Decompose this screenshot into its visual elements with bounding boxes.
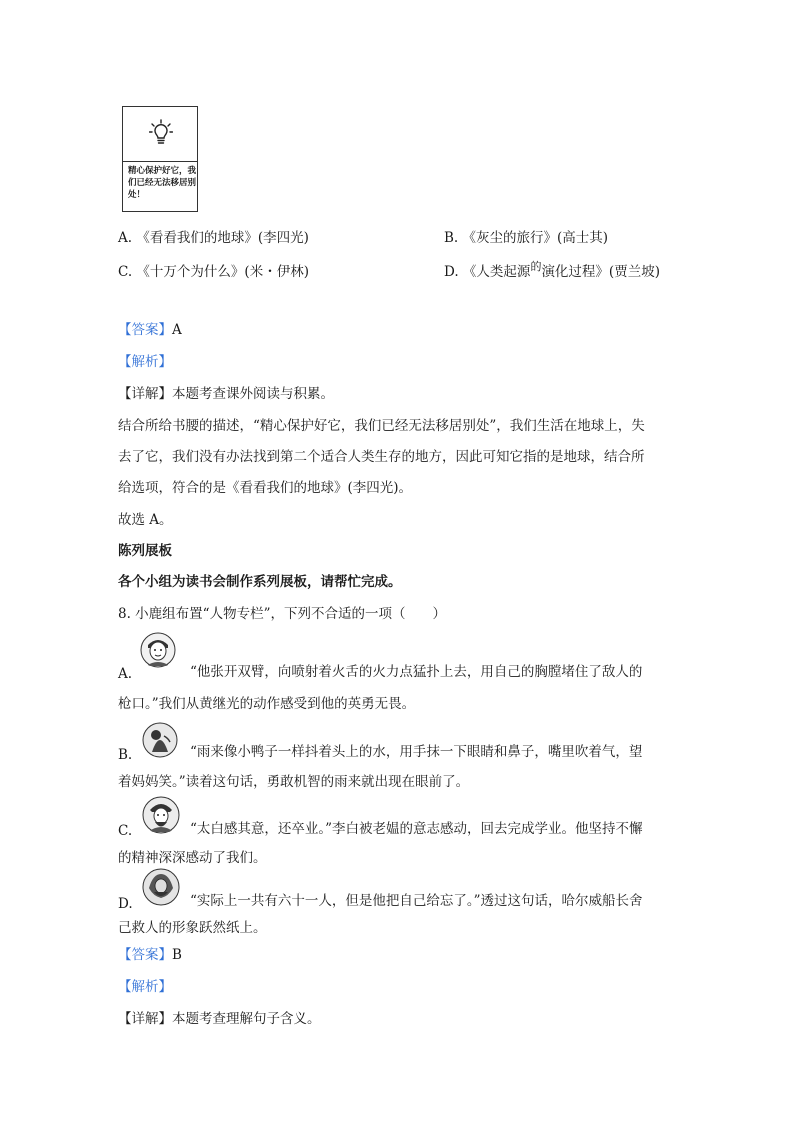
q8-option-c-label: C. [118, 823, 133, 839]
bookmark-divider [123, 161, 197, 162]
q7-option-d [444, 262, 660, 283]
q8-detail-text: 本题考查理解句子含义。 [172, 1011, 321, 1027]
portrait-yulai-icon [142, 722, 178, 758]
q8-option-d-label: D. [118, 896, 133, 912]
q7-option-b: B. 《灰尘的旅行》(高士其) [444, 230, 609, 246]
q8-option-b-label: B. [118, 747, 133, 763]
q8-option-c-line2: 的精神深深感动了我们。 [118, 850, 267, 866]
q8-option-a-line1: “他张开双臂，向喷射着火舌的火力点猛扑上去，用自己的胸膛堵住了敌人的 [190, 664, 643, 680]
q8-answer-tag: 【答案】 [118, 947, 172, 963]
q7-answer-tag: 【答案】 [118, 322, 172, 338]
portrait-huang-jiguang-icon [140, 632, 176, 668]
q8-detail-tag: 【详解】 [118, 1011, 172, 1027]
bookmark-text: 精心保护好它，我们已经无法移居别处！ [128, 166, 197, 200]
q7-explain-line: 去了它，我们没有办法找到第二个适合人类生存的地方，因此可知它指的是地球，结合所 [118, 449, 645, 465]
q7-answer [118, 320, 182, 340]
q8-option-b-line1: “雨来像小鸭子一样抖着头上的水，用手抹一下眼睛和鼻子，嘴里吹着气，望 [190, 744, 643, 760]
q7-option-d-prefix: D. 《人类起源 [444, 264, 531, 280]
bookmark-illustration [122, 106, 198, 212]
q7-option-d-suffix: 演化过程》(贾兰坡) [541, 264, 660, 280]
q8-stem: 8. 小鹿组布置“人物专栏”，下列不合适的一项（ ） [118, 606, 446, 622]
lightbulb-icon [149, 119, 173, 151]
section-title: 陈列展板 [118, 543, 172, 559]
q7-answer-value: A [172, 322, 182, 338]
q7-option-c: C. 《十万个为什么》(米・伊林) [118, 264, 309, 280]
q8-option-b-line2: 着妈妈笑。”读着这句话，勇敢机智的雨来就出现在眼前了。 [118, 774, 470, 790]
portrait-captain-harvey-icon [142, 868, 180, 906]
q8-analysis-tag: 【解析】 [118, 979, 172, 995]
q8-answer-value: B [172, 947, 182, 963]
portrait-li-bai-icon [142, 796, 180, 834]
q7-detail-tag: 【详解】 [118, 386, 172, 402]
q8-answer [118, 945, 182, 965]
q7-detail [118, 384, 334, 404]
q7-analysis-tag: 【解析】 [118, 354, 172, 370]
q8-option-a-label: A. [118, 666, 133, 682]
q8-option-d-line1: “实际上一共有六十一人，但是他把自己给忘了。”透过这句话，哈尔威船长舍 [190, 893, 643, 909]
q7-explain-line: 结合所给书腰的描述，“精心保护好它，我们已经无法移居别处”，我们生活在地球上，失 [118, 418, 645, 434]
q7-explain-line: 给选项，符合的是《看看我们的地球》(李四光)。 [118, 480, 413, 496]
q8-option-a-line2: 枪口。”我们从黄继光的动作感受到他的英勇无畏。 [118, 696, 416, 712]
q8-option-c-line1: “太白感其意，还卒业。”李白被老媪的意志感动，回去完成学业。他坚持不懈 [190, 821, 643, 837]
q8-detail [118, 1009, 321, 1029]
q7-option-a: A. 《看看我们的地球》(李四光) [118, 230, 309, 246]
q7-detail-text: 本题考查课外阅读与积累。 [172, 386, 334, 402]
q8-option-d-line2: 己救人的形象跃然纸上。 [118, 920, 267, 936]
q7-conclusion: 故选 A。 [118, 512, 173, 528]
section-instruction: 各个小组为读书会制作系列展板，请帮忙完成。 [118, 574, 402, 590]
q7-option-d-super: 的 [530, 260, 542, 273]
